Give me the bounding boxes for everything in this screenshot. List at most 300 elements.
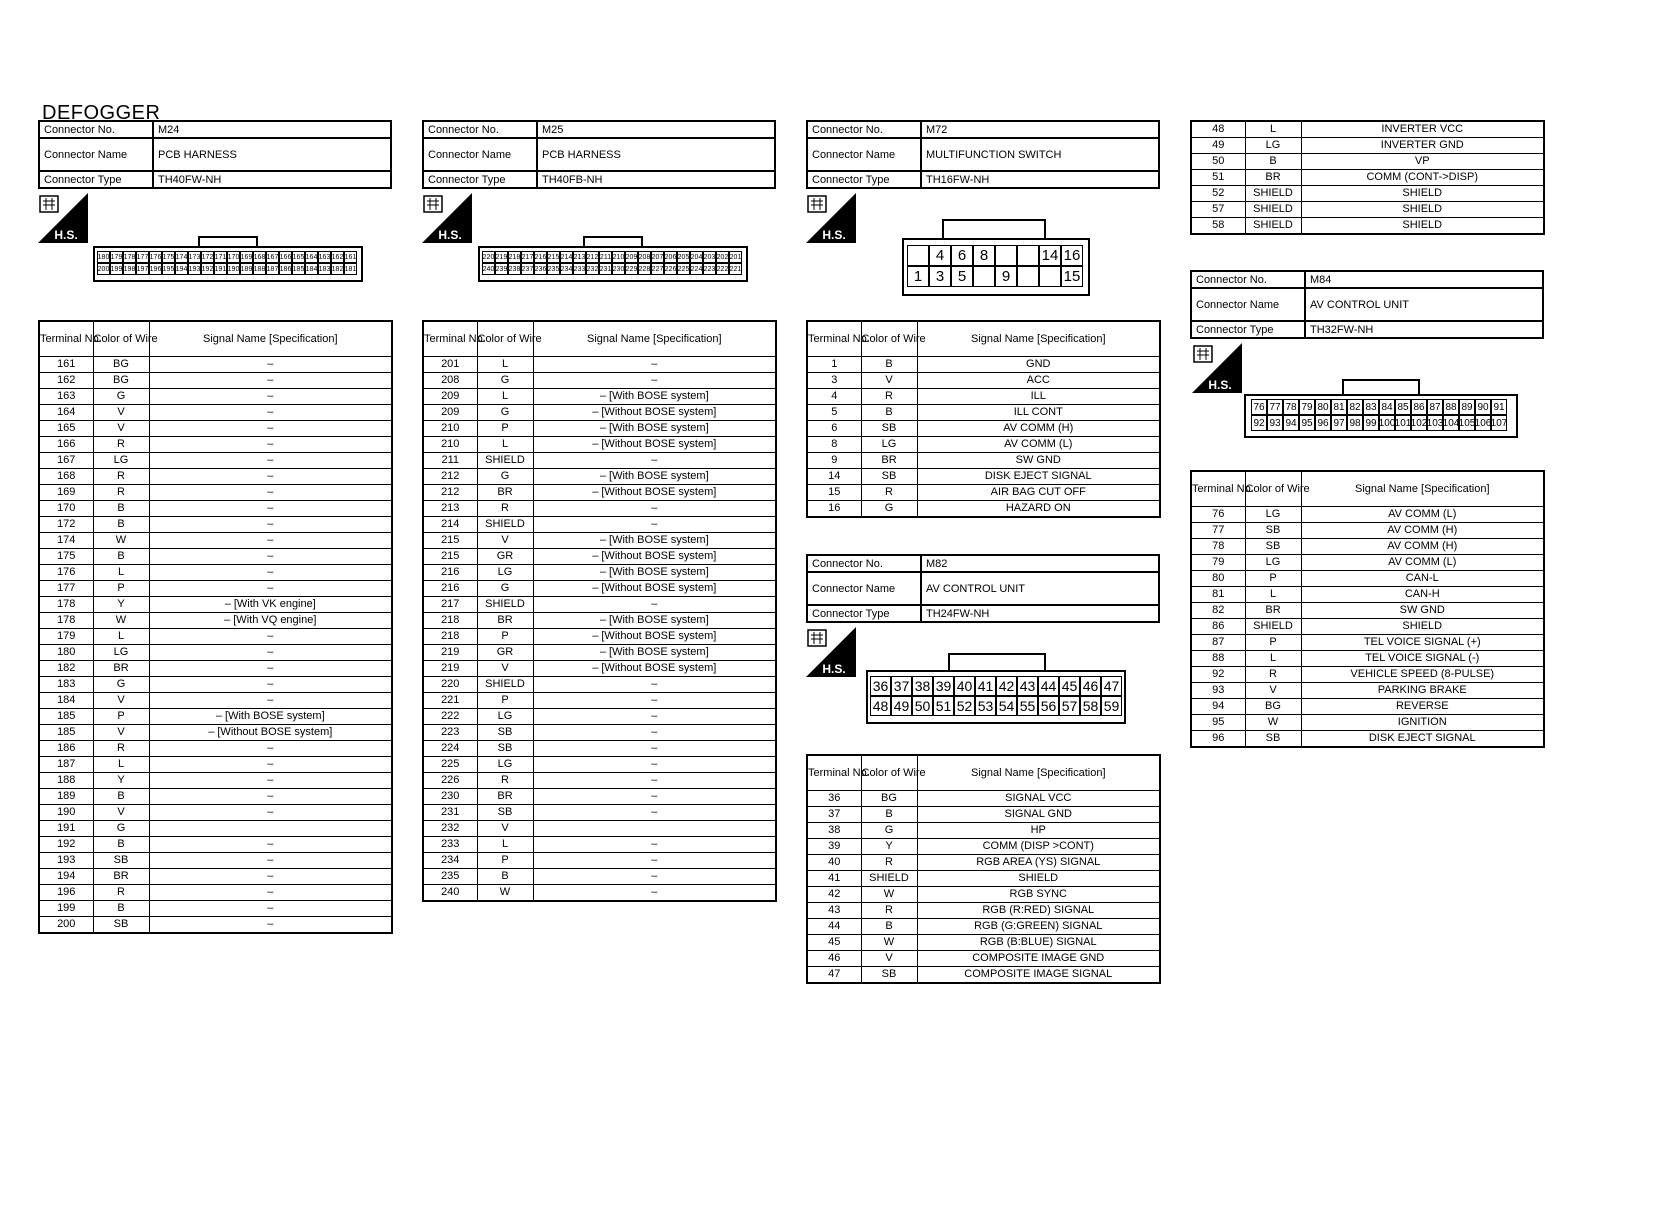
signal-name-cell: COMPOSITE IMAGE GND [917, 951, 1160, 967]
connector-pin: 226 [664, 263, 677, 275]
table-row [39, 821, 392, 837]
connector-pin: 106 [1475, 415, 1491, 431]
wire-color-cell: G [477, 405, 533, 421]
connector-pin: 101 [1395, 415, 1411, 431]
signal-name-cell: SHIELD [1301, 202, 1544, 218]
table-row [39, 389, 392, 405]
table-row [423, 853, 776, 869]
terminal-no-header: Terminal No. [39, 321, 93, 357]
connector-pin: 54 [996, 696, 1017, 716]
connector-pin: 218 [508, 251, 521, 263]
table-row [807, 967, 1160, 984]
wire-color-cell: SB [1245, 731, 1301, 748]
terminal-no-cell: 92 [1191, 667, 1245, 683]
wire-color-cell: SHIELD [1245, 619, 1301, 635]
wire-color-cell: G [93, 821, 149, 837]
signal-name-cell: – [533, 517, 776, 533]
signal-name-cell: – [533, 373, 776, 389]
connector-pin: 16 [1061, 245, 1083, 266]
terminal-no-cell: 46 [807, 951, 861, 967]
connector-pin: 15 [1061, 266, 1083, 287]
wire-color-cell: SHIELD [477, 453, 533, 469]
signal-name-cell: RGB SYNC [917, 887, 1160, 903]
terminal-no-cell: 51 [1191, 170, 1245, 186]
terminal-no-cell: 211 [423, 453, 477, 469]
terminal-no-cell: 170 [39, 501, 93, 517]
wire-color-cell: V [861, 373, 917, 389]
table-row [423, 597, 776, 613]
table-row [423, 373, 776, 389]
signal-name-cell: CAN-L [1301, 571, 1544, 587]
wire-color-cell: SHIELD [1245, 186, 1301, 202]
signal-name-cell: DISK EJECT SIGNAL [1301, 731, 1544, 748]
connector-pin: 88 [1443, 399, 1459, 415]
signal-name-cell: – [With BOSE system] [533, 613, 776, 629]
table-row [39, 917, 392, 934]
terminal-no-cell: 95 [1191, 715, 1245, 731]
terminal-no-cell: 168 [39, 469, 93, 485]
signal-name-cell: AV COMM (H) [1301, 523, 1544, 539]
connector-pin: 51 [933, 696, 954, 716]
connector-pin: 178 [123, 251, 136, 263]
connector-no-value: M82 [921, 555, 1159, 572]
connector-face-m82 [866, 670, 1126, 724]
connector-pin: 235 [547, 263, 560, 275]
connector-pin: 207 [651, 251, 664, 263]
connector-type-value: TH16FW-NH [921, 171, 1159, 188]
signal-name-cell: – [533, 501, 776, 517]
terminal-no-cell: 166 [39, 437, 93, 453]
terminal-no-cell: 172 [39, 517, 93, 533]
terminal-no-cell: 210 [423, 437, 477, 453]
terminal-no-cell: 179 [39, 629, 93, 645]
table-row [1191, 683, 1544, 699]
wire-color-cell: BG [1245, 699, 1301, 715]
terminal-no-cell: 77 [1191, 523, 1245, 539]
wire-color-cell: L [93, 565, 149, 581]
signal-name-cell: – [149, 469, 392, 485]
signal-name-cell: – [149, 901, 392, 917]
wire-color-cell: BR [477, 485, 533, 501]
table-row [39, 613, 392, 629]
table-row [39, 741, 392, 757]
connector-name-value: AV CONTROL UNIT [921, 572, 1159, 605]
table-row [423, 421, 776, 437]
table-row [1191, 218, 1544, 235]
table-row [1191, 154, 1544, 170]
table-row [39, 597, 392, 613]
connector-pin: 205 [677, 251, 690, 263]
connector-type-label: Connector Type [39, 171, 153, 188]
wire-color-cell: R [861, 485, 917, 501]
signal-name-cell: – [Without BOSE system] [533, 581, 776, 597]
table-row [807, 357, 1160, 373]
signal-name-cell: – [149, 629, 392, 645]
connector-pin: 233 [573, 263, 586, 275]
signal-name-cell: – [149, 805, 392, 821]
connector-pin: 87 [1427, 399, 1443, 415]
terminal-no-cell: 225 [423, 757, 477, 773]
wire-color-cell: G [477, 581, 533, 597]
wire-color-cell: B [861, 405, 917, 421]
connector-pin: 86 [1411, 399, 1427, 415]
terminal-no-cell: 87 [1191, 635, 1245, 651]
terminal-no-cell: 175 [39, 549, 93, 565]
connector-pin: 36 [870, 676, 891, 696]
wire-color-cell: L [93, 629, 149, 645]
terminal-no-cell: 39 [807, 839, 861, 855]
wire-color-cell: L [93, 757, 149, 773]
wire-color-cell: P [1245, 635, 1301, 651]
signal-name-cell: – [533, 725, 776, 741]
table-row [423, 885, 776, 902]
connector-pin: 85 [1395, 399, 1411, 415]
signal-name-cell: SIGNAL VCC [917, 791, 1160, 807]
signal-name-cell: – [149, 357, 392, 373]
terminal-no-cell: 233 [423, 837, 477, 853]
terminal-no-cell: 224 [423, 741, 477, 757]
connector-pin: 100 [1379, 415, 1395, 431]
terminal-no-cell: 167 [39, 453, 93, 469]
connector-pin: 93 [1267, 415, 1283, 431]
svg-text:H.S.: H.S. [54, 228, 78, 242]
wire-color-cell: B [93, 901, 149, 917]
connector-pin [1017, 245, 1039, 266]
terminal-no-cell: 3 [807, 373, 861, 389]
table-row [807, 839, 1160, 855]
connector-name-label: Connector Name [423, 138, 537, 171]
wire-color-cell: R [93, 885, 149, 901]
wire-color-cell: L [1245, 651, 1301, 667]
table-row [39, 581, 392, 597]
connector-pin: 212 [586, 251, 599, 263]
signal-name-cell: – [533, 837, 776, 853]
wire-color-cell: P [477, 693, 533, 709]
terminal-no-cell: 186 [39, 741, 93, 757]
terminal-no-cell: 217 [423, 597, 477, 613]
terminal-no-cell: 200 [39, 917, 93, 934]
wire-color-cell: V [861, 951, 917, 967]
wire-color-cell: G [477, 373, 533, 389]
signal-name-cell: – [149, 453, 392, 469]
table-row [423, 661, 776, 677]
signal-name-cell: – [149, 389, 392, 405]
connector-m84 [1190, 270, 1544, 339]
table-row [423, 773, 776, 789]
terminal-no-cell: 58 [1191, 218, 1245, 235]
connector-pin: 98 [1347, 415, 1363, 431]
connector-type-label: Connector Type [423, 171, 537, 188]
signal-name-cell: – [Without BOSE system] [533, 485, 776, 501]
connector-no-label: Connector No. [807, 121, 921, 138]
terminal-no-cell: 82 [1191, 603, 1245, 619]
hs-icon [1192, 343, 1242, 393]
wire-color-cell: W [477, 885, 533, 902]
connector-pin: 211 [599, 251, 612, 263]
signal-name-cell: – [Without BOSE system] [149, 725, 392, 741]
terminal-no-cell: 220 [423, 677, 477, 693]
connector-pin: 99 [1363, 415, 1379, 431]
wire-color-cell: BR [93, 661, 149, 677]
terminal-no-cell: 177 [39, 581, 93, 597]
terminal-no-cell: 209 [423, 405, 477, 421]
signal-name-cell: DISK EJECT SIGNAL [917, 469, 1160, 485]
wire-color-cell: B [93, 789, 149, 805]
connector-pin: 197 [136, 263, 149, 275]
connector-name-label: Connector Name [807, 138, 921, 171]
connector-pin: 161 [344, 251, 357, 263]
connector-pin: 176 [149, 251, 162, 263]
table-row [807, 807, 1160, 823]
signal-name-cell: – [533, 869, 776, 885]
terminal-no-cell: 234 [423, 853, 477, 869]
table-row [39, 469, 392, 485]
connector-pin: 230 [612, 263, 625, 275]
signal-name-cell: – [149, 405, 392, 421]
table-row [807, 791, 1160, 807]
wire-color-cell: P [93, 581, 149, 597]
connector-type-label: Connector Type [1191, 321, 1305, 338]
table-row [1191, 571, 1544, 587]
wire-color-cell: Y [861, 839, 917, 855]
table-row [807, 437, 1160, 453]
table-row [39, 773, 392, 789]
terminal-no-cell: 218 [423, 613, 477, 629]
table-row [39, 709, 392, 725]
table-row [39, 629, 392, 645]
connector-no-value: M25 [537, 121, 775, 138]
connector-name-label: Connector Name [1191, 288, 1305, 321]
wire-color-cell: R [93, 469, 149, 485]
wire-color-cell: G [861, 823, 917, 839]
table-row [1191, 651, 1544, 667]
connector-pin: 6 [951, 245, 973, 266]
terminal-no-cell: 161 [39, 357, 93, 373]
terminal-no-cell: 37 [807, 807, 861, 823]
table-row [39, 501, 392, 517]
hs-icon [806, 627, 856, 677]
wire-color-cell: R [1245, 667, 1301, 683]
signal-name-cell: AV COMM (L) [1301, 507, 1544, 523]
connector-pin: 95 [1299, 415, 1315, 431]
connector-pin: 188 [253, 263, 266, 275]
connector-pin: 55 [1017, 696, 1038, 716]
connector-pin: 193 [188, 263, 201, 275]
connector-pin: 5 [951, 266, 973, 287]
connector-pin: 171 [214, 251, 227, 263]
signal-name-cell: – [149, 501, 392, 517]
table-row [807, 935, 1160, 951]
wire-color-cell: R [93, 485, 149, 501]
terminal-no-cell: 219 [423, 645, 477, 661]
connector-pin: 203 [703, 251, 716, 263]
connector-pin: 97 [1331, 415, 1347, 431]
connector-pin [1017, 266, 1039, 287]
terminal-no-cell: 216 [423, 581, 477, 597]
wire-color-cell: R [861, 903, 917, 919]
hs-icon [422, 193, 472, 243]
wire-color-cell: B [477, 869, 533, 885]
wire-color-cell: SB [477, 741, 533, 757]
pin-table-m84 [1190, 470, 1545, 748]
connector-pin: 206 [664, 251, 677, 263]
wire-color-cell: V [93, 693, 149, 709]
terminal-no-cell: 215 [423, 533, 477, 549]
wire-color-cell: SHIELD [477, 677, 533, 693]
signal-name-cell: – [149, 885, 392, 901]
wire-color-cell: LG [1245, 507, 1301, 523]
wire-color-cell: V [93, 805, 149, 821]
terminal-no-cell: 196 [39, 885, 93, 901]
wire-color-cell: BG [93, 373, 149, 389]
signal-name-cell: – [533, 597, 776, 613]
connector-pin: 37 [891, 676, 912, 696]
connector-type-value: TH40FB-NH [537, 171, 775, 188]
wire-color-cell: G [477, 469, 533, 485]
hs-icon [806, 193, 856, 243]
signal-name-cell: COMPOSITE IMAGE SIGNAL [917, 967, 1160, 984]
terminal-no-cell: 52 [1191, 186, 1245, 202]
signal-name-cell: – [With VK engine] [149, 597, 392, 613]
connector-pin: 237 [521, 263, 534, 275]
terminal-no-cell: 80 [1191, 571, 1245, 587]
connector-pin: 77 [1267, 399, 1283, 415]
connector-pin: 225 [677, 263, 690, 275]
table-row [1191, 667, 1544, 683]
terminal-no-cell: 208 [423, 373, 477, 389]
connector-pin: 40 [954, 676, 975, 696]
connector-pin: 46 [1080, 676, 1101, 696]
table-row [423, 613, 776, 629]
signal-name-cell: – [With VQ engine] [149, 613, 392, 629]
connector-pin: 102 [1411, 415, 1427, 431]
terminal-no-cell: 78 [1191, 539, 1245, 555]
terminal-no-cell: 232 [423, 821, 477, 837]
connector-pin: 213 [573, 251, 586, 263]
signal-name-cell: – [149, 757, 392, 773]
wire-color-cell: R [93, 437, 149, 453]
signal-name-cell: – [Without BOSE system] [533, 629, 776, 645]
connector-pin: 53 [975, 696, 996, 716]
connector-pin: 179 [110, 251, 123, 263]
terminal-no-cell: 94 [1191, 699, 1245, 715]
connector-type-value: TH32FW-NH [1305, 321, 1543, 338]
connector-no-label: Connector No. [423, 121, 537, 138]
connector-info-m25 [422, 120, 776, 189]
terminal-no-header: Terminal No. [1191, 471, 1245, 507]
signal-name-cell: – [149, 853, 392, 869]
signal-name-cell: ILL [917, 389, 1160, 405]
signal-name-cell: – [149, 565, 392, 581]
connector-pin: 199 [110, 263, 123, 275]
wire-color-cell: B [93, 501, 149, 517]
connector-pin: 107 [1491, 415, 1507, 431]
terminal-no-cell: 184 [39, 693, 93, 709]
connector-pin: 204 [690, 251, 703, 263]
signal-name-cell: – [149, 661, 392, 677]
connector-pin: 3 [929, 266, 951, 287]
signal-name-cell: – [With BOSE system] [533, 565, 776, 581]
signal-name-cell: ACC [917, 373, 1160, 389]
wire-color-cell: B [93, 517, 149, 533]
connector-pin [995, 245, 1017, 266]
table-row [423, 453, 776, 469]
signal-name-cell: RGB (R:RED) SIGNAL [917, 903, 1160, 919]
table-row [423, 821, 776, 837]
terminal-no-cell: 41 [807, 871, 861, 887]
connector-pin: 58 [1080, 696, 1101, 716]
connector-pin: 224 [690, 263, 703, 275]
connector-pin: 201 [729, 251, 742, 263]
wire-color-cell: V [93, 405, 149, 421]
table-row [39, 373, 392, 389]
table-row [807, 501, 1160, 518]
connector-pin: 186 [279, 263, 292, 275]
table-row [1191, 507, 1544, 523]
connector-pin: 168 [253, 251, 266, 263]
table-row [39, 549, 392, 565]
table-row [39, 437, 392, 453]
wire-color-cell: BR [93, 869, 149, 885]
signal-name-cell: – [149, 517, 392, 533]
signal-name-cell: – [533, 357, 776, 373]
terminal-no-cell: 226 [423, 773, 477, 789]
wire-color-cell: BG [861, 791, 917, 807]
terminal-no-cell: 178 [39, 613, 93, 629]
connector-pin: 83 [1363, 399, 1379, 415]
svg-text:H.S.: H.S. [1208, 378, 1232, 392]
wire-color-cell: P [477, 421, 533, 437]
terminal-no-cell: 190 [39, 805, 93, 821]
terminal-no-cell: 185 [39, 709, 93, 725]
color-of-wire-header: Color of Wire [861, 321, 917, 357]
wire-color-cell: SB [93, 917, 149, 934]
wire-color-cell: LG [477, 709, 533, 725]
signal-name-cell: – [533, 773, 776, 789]
connector-pin: 189 [240, 263, 253, 275]
connector-pin: 162 [331, 251, 344, 263]
color-of-wire-header: Color of Wire [477, 321, 533, 357]
signal-name-cell: – [533, 677, 776, 693]
connector-no-value: M84 [1305, 271, 1543, 288]
connector-name-label: Connector Name [39, 138, 153, 171]
signal-name-cell: – [149, 581, 392, 597]
wire-color-cell: R [861, 855, 917, 871]
connector-pin: 198 [123, 263, 136, 275]
connector-pin: 165 [292, 251, 305, 263]
table-row [1191, 539, 1544, 555]
wire-color-cell: R [477, 501, 533, 517]
signal-name-cell: – [With BOSE system] [149, 709, 392, 725]
table-row [807, 919, 1160, 935]
connector-pin: 44 [1038, 676, 1059, 696]
terminal-no-cell: 48 [1191, 121, 1245, 138]
terminal-no-cell: 183 [39, 677, 93, 693]
connector-no-label: Connector No. [39, 121, 153, 138]
connector-pin: 214 [560, 251, 573, 263]
terminal-no-cell: 189 [39, 789, 93, 805]
connector-pin: 9 [995, 266, 1017, 287]
connector-no-value: M24 [153, 121, 391, 138]
terminal-no-cell: 240 [423, 885, 477, 902]
connector-pin: 222 [716, 263, 729, 275]
wire-color-cell: V [477, 533, 533, 549]
wire-color-cell: SB [93, 853, 149, 869]
signal-name-cell: SW GND [917, 453, 1160, 469]
table-row [39, 789, 392, 805]
signal-name-cell: TEL VOICE SIGNAL (-) [1301, 651, 1544, 667]
wire-color-cell: Y [93, 773, 149, 789]
